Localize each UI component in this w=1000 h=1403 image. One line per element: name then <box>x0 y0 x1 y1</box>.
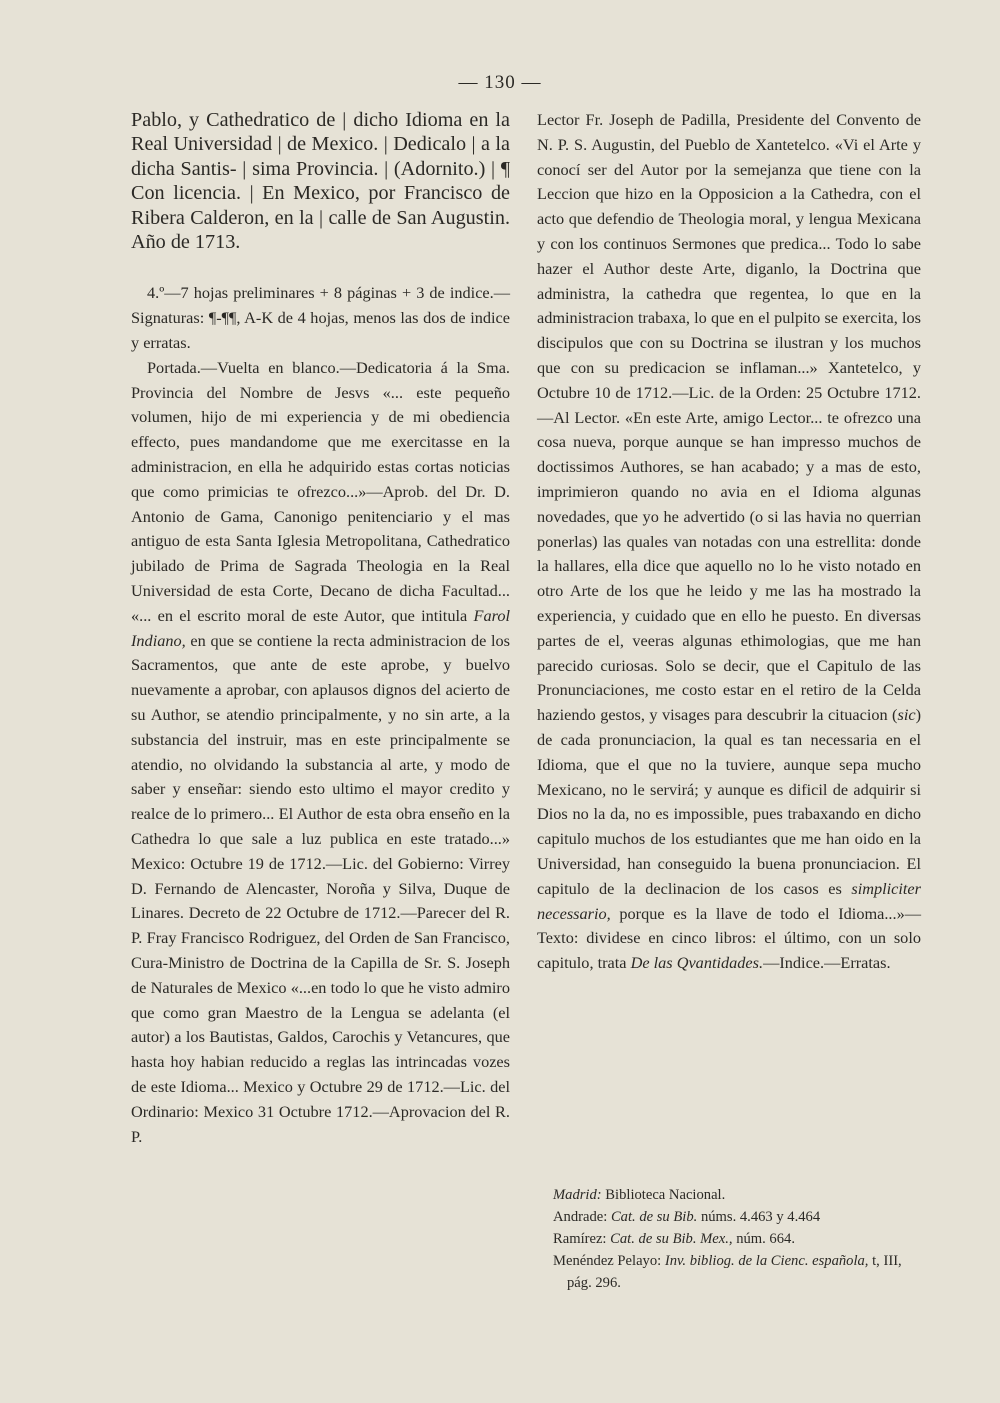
contents-text-b: en que se contiene la recta administracion de los Sacramentos, que ante de este aprobe, y buelvo nuevamente a aprobar, con aplausos dignos del acierto de su Author, se atendio principalmente, y no sin arte, a la substancia del instruir, mas en este principalmente se atendio, no olvidando la substancia al arte, y modo de saber y enseñar: siendo esto ultimo el mayor credito y realce de lo primero... El Author de esta obra enseño en la Cathedra lo que sale a luz publica en este tratado...» Mexico: Octubre 19 de 1712.—Lic. del Gobierno: Virrey D. Fernando de Alencaster, Noroña y Silva, Duque de Linares. Decreto de 22 Octubre de 1712.—Parecer del R. P. Fray Francisco Rodriguez, del Orden de San Francisco, Cura-Ministro de Doctrina de la Capilla de Sr. S. Joseph de Naturales de Mexico «...en todo lo que he visto admiro que como gran Maestro de la Lengua se adelanta (el autor) a los Bautistas, Galdos, Carochis y Vetancures, que hasta hoy habian reducido a reglas las intrincadas vozes de este Idioma... Mexico y Octubre 29 de 1712.—Lic. del Ordinario: Mexico 31 Octubre 1712.—Aprovacion del R. P. <box>131 630 510 1146</box>
right-text-d: —Indice.—Erratas. <box>763 953 891 973</box>
contents-paragraph-right <box>537 108 921 976</box>
right-text-a: Lector Fr. Joseph de Padilla, Presidente del Convento de N. P. S. Augustin, del Pueblo de Xantetelco. «Vi el Arte y conocí ser del Autor por la semejanza que tiene con la Leccion que hizo en la Opposicion a la Cathedra, con el acto que defendio de Theologia moral, y lengua Mexicana y con los continuos Sermones que predica... Todo lo sabe hazer el Author deste Arte, diganlo, la Doctrina que administra, la cathedra que regentea, lo que en la administracion trabaxa, lo que en el pulpito se exercita, los discipulos que con su Doctrina se ilustran y los muchos que con su predicacion se inflaman...» Xantetelco, y Octubre 10 de 1712.—Lic. de la Orden: 25 Octubre 1712.—Al Lector. «En este Arte, amigo Lector... te ofrezco una cosa nueva, porque aunque se han impresso muchos de doctissimos Authores, se han acabado; y a mas de esto, imprimieron quando no avia en el Idioma algunas novedades, que yo he advertido (o si las havia no querrian ponerlas) las quales van notadas con una estrellita: donde la hallares, ella dice que aquello no lo he visto notado en otro Arte de los que he leido y me las ha mostrado la experiencia, y cuidado que en ello he puesto. En diversas partes de el, veeras algunas ethimologias, que me han parecido curiosas. Solo se decir, que el Capitulo de las Pronunciaciones, me costo estar en el retiro de la Celda haziendo gestos, y visages para descubrir la cituacion ( <box>537 110 921 725</box>
left-column <box>131 108 510 1149</box>
location-city: Madrid: <box>553 1187 602 1203</box>
ref-title: Cat. de su Bib. Mex., <box>610 1231 733 1247</box>
contents-paragraph-left <box>131 356 510 1150</box>
chapter-title-qvantidades: De las Qvantidades. <box>630 953 764 973</box>
reference-ramirez <box>553 1228 923 1250</box>
page-number: — 130 — <box>458 72 542 93</box>
ref-author: Ramírez: <box>553 1231 611 1247</box>
ref-detail: t, III, pág. 296. <box>567 1253 902 1291</box>
ref-detail: núm. 664. <box>732 1231 795 1247</box>
bibliographic-references <box>553 1184 923 1294</box>
right-text-b: ) de cada pronunciacion, la qual es tan necessaria en el Idioma, que el que no la tuviere, aunque sepa mucho Mexicano, no le servirá; y aunque es dificil de adquirir si Dios no la da, no es impossible, pues trabaxando en dicho capitulo muchos de los estudiantes que me han oido en la Universidad, han conseguido la buena pronunciacion. El capitulo de la declinacion de los casos es <box>537 705 921 898</box>
ref-author: Andrade: <box>553 1209 611 1225</box>
physical-description: 4.º—7 hojas preliminares + 8 páginas + 3 de indice.—Signaturas: ¶-¶¶, A-K de 4 hojas, menos las dos de indice y erratas. <box>131 283 510 353</box>
latin-phrase: simpliciter necessario, <box>537 878 921 923</box>
contents-text-a: Portada.—Vuelta en blanco.—Dedicatoria á la Sma. Provincia del Nombre de Jesvs «... este pequeño volumen, hijo de mi experiencia y de mi obediencia effecto, pues mandandome que me exercitasse en la administracion, en ella he adquirido estas cortas noticias que como primicias te ofrezco...»—Aprob. del Dr. D. Antonio de Gama, Canonigo penitenciario y el mas antiguo de esta Santa Iglesia Metropolitana, Cathedratico jubilado de Prima de Sagrada Theologia en la Real Universidad de esta Corte, Decano de dicha Facultad... «... en el escrito moral de este Autor, que intitula <box>131 357 510 625</box>
location-line <box>553 1184 923 1206</box>
reference-andrade <box>553 1206 923 1228</box>
sic-note: sic <box>897 705 916 725</box>
book-title-farol-indiano: Farol Indiano, <box>131 605 510 650</box>
right-column <box>537 108 921 976</box>
ref-title: Cat. de su Bib. <box>610 1209 698 1225</box>
ref-detail: núms. 4.463 y 4.464 <box>697 1209 821 1225</box>
reference-menendez-pelayo <box>553 1250 923 1294</box>
title-continuation: Pablo, y Cathedratico de | dicho Idioma en la Real Universidad | de Mexico. | Dedicalo | a la dicha Santis- | sima Provincia. | (Adornito.) | ¶ Con licencia. | En Mexico, por Francisco de Ribera Calderon, en la | calle de San Augustin. Año de 1713. <box>131 109 510 254</box>
right-text-c: porque es la llave de todo el Idioma...»—Texto: dividese en cinco libros: el último, con un solo capitulo, trata <box>537 903 921 973</box>
ref-author: Menéndez Pelayo: <box>553 1253 665 1269</box>
location-library: Biblioteca Nacional. <box>601 1187 726 1203</box>
ref-title: Inv. bibliog. de la Cienc. española, <box>664 1253 869 1269</box>
